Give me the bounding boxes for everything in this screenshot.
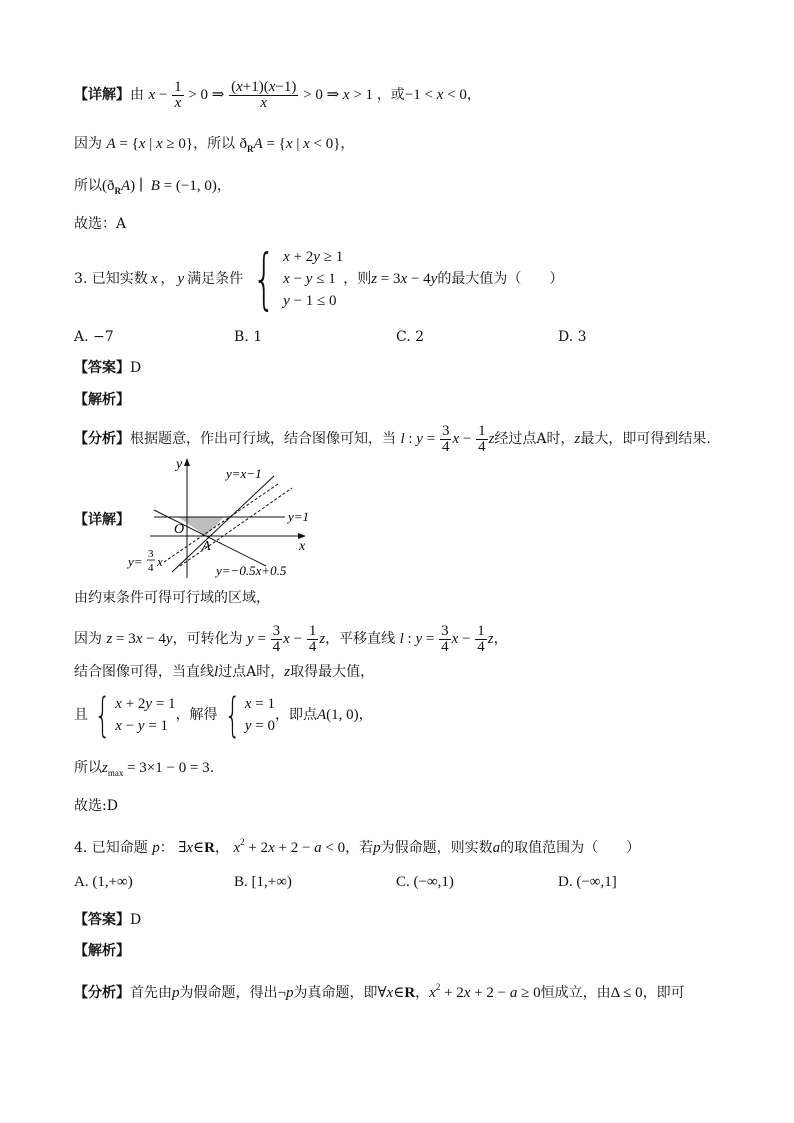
label-point-a: A [202, 539, 211, 554]
label-y-axis: y [176, 457, 183, 472]
q4-option-c: C. (−∞,1) [396, 874, 454, 890]
svg-text:3: 3 [148, 548, 154, 560]
detail-line-1: 【详解】由 x − $\frac{1}{x}$ > 0 ⇒ $\frac{(x+1)(x-1)}{x}$ > 0 ⇒ x > 1 ，或−1 < x < 0， [74, 79, 481, 111]
question-3-stem: 3. 已知实数 x ， y 满足条件 { x + 2y ≥ 1 x − y ≤ 1 y − 1 ≤ 0 ，则 z = 3x − 4y 的最大值为（ ） [74, 240, 564, 317]
q4-answer-line: 【答案】D [74, 912, 142, 928]
detail-tag: 【详解】 [74, 86, 130, 103]
label-origin: O [174, 522, 185, 537]
q3-solution-5: 所以$z_{max} = 3\times 1 - 0 = 3$. [74, 760, 215, 778]
q3-answer-line: 【答案】D [74, 360, 142, 376]
label-x-axis: x [299, 539, 306, 554]
linear-system: { x + 2y = 1 x − y = 1 [94, 688, 176, 742]
choose-line-2: 故选：A [74, 216, 127, 232]
q3-solution-4: 且 { x + 2y = 1 x − y = 1 ，解得 { x = 1 y = 0 ，即点 A(1, 0) ， [74, 688, 373, 742]
q3-option-a: A. −7 [74, 329, 114, 345]
q3-answer: D [130, 360, 142, 376]
q4-option-d: D. (−∞,1] [558, 874, 617, 890]
q3-option-c: C. 2 [396, 329, 425, 345]
y-axis-arrow-icon [184, 458, 190, 466]
q4-analysis-tag: 【解析】 [74, 943, 130, 959]
q4-option-b: B. [1,+∞) [234, 874, 292, 890]
solution-system: { x = 1 y = 0 [224, 688, 275, 742]
label-line-3-4-x-prefix: y= [128, 554, 143, 569]
q3-choose: 故选:D [74, 798, 118, 814]
q4-option-a: A. (1,+∞) [74, 874, 133, 890]
label-line-neg-half: y=−0.5x+0.5 [216, 563, 287, 578]
q4-answer: D [130, 912, 142, 928]
label-line-3-4-x-suffix: x [157, 554, 163, 569]
feasible-region-figure [120, 454, 320, 582]
label-line-y-x-1: y=x−1 [226, 466, 262, 481]
q3-option-d: D. 3 [558, 329, 587, 345]
q4-hint-line: 【分析】首先由p为假命题，得出¬p为真命题，即∀x∈R，$x^2 + 2x + 2 - a \ge 0$恒成立，由Δ ≤ 0，即可 [74, 982, 685, 1001]
constraint-system: { x + 2y ≥ 1 x − y ≤ 1 y − 1 ≤ 0 [252, 240, 344, 317]
q3-solution-1: 由约束条件可得可行域的区域， [74, 590, 270, 606]
q3-solution-3: 结合图像可得，当直线l过点A时，z取得最大值， [74, 664, 375, 680]
svg-text:4: 4 [148, 562, 154, 574]
q3-option-b: B. 1 [234, 329, 263, 345]
q3-analysis-tag: 【解析】 [74, 392, 130, 408]
detail-line-2: 因为 A = {x | x ≥ 0}，所以 $ð_RA = \{x$ | x < 0}， [74, 136, 355, 154]
q3-detail-tag: 【详解】 [74, 512, 130, 528]
label-line-y-1: y=1 [288, 509, 310, 524]
detail-line-3: 所以$(ð_RA)$ ∣ B = (−1, 0)， [74, 178, 231, 196]
math-inequality-chain: x − $\frac{1}{x}$ > 0 ⇒ $\frac{(x+1)(x-1)}{x}$ > 0 ⇒ x > 1 [148, 79, 377, 111]
question-4-stem: 4. 已知命题 p： ∃x∈R， $x^2 + 2x + 2 - a < 0$，若p为假命题，则实数a的取值范围为（ ） [74, 837, 641, 856]
q3-hint-line: 【分析】根据题意，作出可行域，结合图像可知，当 l : y = $\frac{3}{4}$ x − $\frac{1}{4}$ z经过点A时，z最大，即可得到结果. [74, 423, 711, 455]
q3-solution-2: 因为 z = 3x − 4y，可转化为 y = $\frac{3}{4}$ x − $\frac{1}{4}$ z，平移直线 l : y = $\frac{3}{4}$ x − $\frac{1}{4}$ z， [74, 623, 508, 655]
